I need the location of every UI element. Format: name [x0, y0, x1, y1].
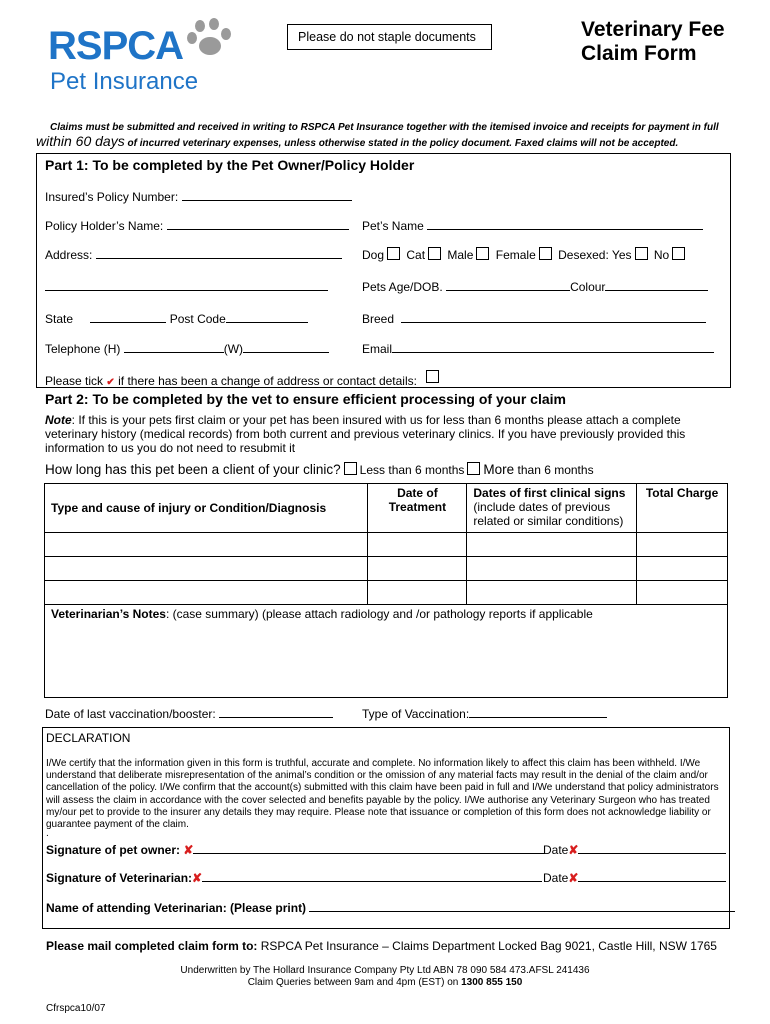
colour-label: Colour: [570, 280, 606, 294]
more-rest-label: than 6 months: [517, 463, 594, 477]
vet-name-row: [46, 900, 735, 915]
policy-number-label: Insured’s Policy Number:: [45, 190, 179, 204]
mail-label: Please mail completed claim form to:: [46, 939, 258, 953]
owner-date-label: Date: [543, 843, 569, 857]
vet-date-field[interactable]: [578, 870, 726, 882]
state-row: [45, 311, 308, 326]
male-label: Male: [447, 248, 474, 262]
telephone-home-field[interactable]: [124, 341, 224, 353]
table-cell[interactable]: [45, 533, 368, 557]
staple-notice-box: [287, 24, 492, 50]
address-line2: [45, 279, 328, 294]
owner-signature-label: Signature of pet owner:: [46, 843, 181, 857]
table-cell[interactable]: [467, 533, 637, 557]
table-cell[interactable]: [637, 557, 728, 581]
part2-note: [45, 413, 727, 455]
vaccination-type-row: [362, 706, 607, 721]
vet-notes-text: : (case summary) (please attach radiology and /or pathology reports if applicable: [165, 607, 593, 621]
breed-label: Breed: [362, 312, 395, 326]
table-row: [45, 581, 728, 605]
logo-subtitle: Pet Insurance: [50, 68, 199, 95]
email-row: [362, 341, 714, 356]
breed-field[interactable]: [401, 311, 706, 323]
telephone-label: Telephone (H): [45, 342, 121, 356]
desexed-yes-checkbox[interactable]: [635, 247, 648, 260]
telephone-row: [45, 341, 329, 356]
species-sex-row: [362, 247, 688, 262]
vet-date-row: [543, 870, 726, 885]
desexed-label: Desexed: Yes: [558, 248, 632, 262]
owner-signature-cross-icon: ✘: [183, 843, 194, 857]
paw-icon: [186, 18, 236, 64]
tick-icon: ✔: [106, 377, 115, 388]
pets-age-label: Pets Age/DOB.: [362, 280, 443, 294]
female-checkbox[interactable]: [539, 247, 552, 260]
vet-notes-label: Veterinarian’s Notes: [51, 607, 166, 621]
colour-field[interactable]: [605, 279, 708, 291]
table-cell[interactable]: [45, 557, 368, 581]
intro-within: within 60 days: [36, 133, 125, 149]
tick-label: Please tick: [45, 374, 104, 388]
form-title-line1: Veterinary Fee: [581, 18, 725, 41]
address-field-2[interactable]: [45, 279, 328, 291]
pets-age-field[interactable]: [446, 279, 570, 291]
post-code-field[interactable]: [226, 311, 308, 323]
queries-phone[interactable]: 1300 855 150: [461, 977, 523, 988]
owner-signature-field[interactable]: [193, 842, 545, 854]
table-row: [45, 533, 728, 557]
vet-signature-field[interactable]: [202, 870, 542, 882]
col-clinical-signs-header: Dates of first clinical signs (include dates of previous related or similar conditions): [467, 484, 637, 533]
part1-title: Part 1: To be completed by the Pet Owner/Policy Holder: [45, 157, 415, 173]
work-label: (W): [223, 342, 244, 356]
address-field[interactable]: [96, 247, 342, 259]
part2-title: Part 2: To be completed by the vet to ensure efficient processing of your claim: [45, 391, 566, 407]
breed-row: [362, 311, 706, 326]
vet-signature-cross-icon: ✘: [192, 871, 203, 885]
intro-rest: of incurred veterinary expenses, unless otherwise stated in the policy document. Faxed claims will not be accepted.: [124, 138, 679, 149]
desexed-no-checkbox[interactable]: [672, 247, 685, 260]
rspca-logo: [48, 22, 238, 98]
table-row: [45, 557, 728, 581]
owner-date-field[interactable]: [578, 842, 726, 854]
state-field[interactable]: [90, 311, 166, 323]
dog-label: Dog: [362, 248, 385, 262]
table-cell[interactable]: [637, 581, 728, 605]
no-label: No: [653, 248, 670, 262]
vaccination-type-label: Type of Vaccination:: [362, 707, 470, 721]
change-row: [45, 370, 442, 388]
treatment-table: [44, 483, 728, 698]
cat-label: Cat: [406, 248, 426, 262]
intro-line1: Claims must be submitted and received in writing to RSPCA Pet Insurance together with the itemised invoice and receipts for payment in full: [50, 122, 719, 133]
policy-number-field[interactable]: [182, 189, 352, 201]
table-header-row: [45, 484, 728, 533]
vaccination-date-label: Date of last vaccination/booster:: [45, 707, 216, 721]
staple-notice: Please do not staple documents: [298, 30, 476, 44]
vet-name-label: Name of attending Veterinarian: (Please print): [46, 901, 307, 915]
col-date-header: Date of Treatment: [368, 484, 467, 533]
mail-address: RSPCA Pet Insurance – Claims Department Locked Bag 9021, Castle Hill, NSW 1765: [260, 939, 717, 953]
declaration-body: I/We certify that the information given in this form is truthful, accurate and complete. No information likely to affect this claim has been withheld. I/We understand that deliberate misrepresentation of the animal’s condition or the omission of any material facts may result in the denial of the claim and/or cancellation of the policy. I/We confirm that the account(s) submitted with this claim have been paid in full and I/We understand that policy administrators will assess the claim in accordance with the cover selected and benefits payable by the policy. I/We authorise any Veterinary Surgeon who has treated my/our pet to provide to the insurer any details they may require. Please note that issuance or completion of this form does not acknowledge liability or guarantee payment of the claim.: [46, 758, 719, 831]
email-field[interactable]: [392, 341, 714, 353]
cat-checkbox[interactable]: [428, 247, 441, 260]
table-cell[interactable]: [45, 581, 368, 605]
less-6-checkbox[interactable]: [344, 462, 357, 475]
email-label: Email: [362, 342, 393, 356]
vaccination-type-field[interactable]: [469, 706, 607, 718]
intro-line2: [36, 133, 678, 149]
col-total-header: Total Charge: [637, 484, 728, 533]
post-code-label: Post Code: [169, 312, 226, 326]
state-label: State: [45, 312, 74, 326]
table-cell[interactable]: [368, 581, 467, 605]
pet-name-field[interactable]: [427, 218, 703, 230]
owner-signature-row: [46, 842, 545, 857]
note-label: Note: [45, 413, 72, 427]
table-cell[interactable]: [368, 533, 467, 557]
client-question-row: [45, 462, 594, 477]
mail-row: [46, 939, 717, 953]
col-diagnosis-header: Type and cause of injury or Condition/Diagnosis: [45, 484, 368, 533]
client-question: How long has this pet been a client of your clinic?: [45, 462, 341, 477]
vet-notes-row: [45, 605, 728, 698]
dog-checkbox[interactable]: [387, 247, 400, 260]
table-cell[interactable]: [368, 557, 467, 581]
female-label: Female: [495, 248, 536, 262]
queries-text: Claim Queries between 9am and 4pm (EST) on: [247, 977, 459, 988]
change-details-checkbox[interactable]: [426, 370, 439, 383]
table-cell[interactable]: [467, 581, 637, 605]
vet-name-field[interactable]: [309, 900, 735, 912]
pet-name-label: Pet’s Name: [362, 219, 424, 233]
table-cell[interactable]: [637, 533, 728, 557]
owner-date-row: [543, 842, 726, 857]
less-6-label: Less than 6 months: [359, 463, 465, 477]
underwriter-text: Underwritten by The Hollard Insurance Company Pty Ltd ABN 78 090 584 473.AFSL 241436: [180, 965, 590, 976]
address-label: Address:: [45, 248, 93, 262]
address-row: [45, 247, 342, 262]
policy-number-row: [45, 189, 352, 204]
holder-name-field[interactable]: [167, 218, 349, 230]
vet-signature-label: Signature of Veterinarian:: [46, 871, 193, 885]
queries-row: [0, 977, 770, 988]
owner-date-cross-icon: ✘: [568, 843, 579, 857]
vet-signature-row: [46, 870, 542, 885]
vaccination-date-field[interactable]: [219, 706, 333, 718]
more-6-checkbox[interactable]: [467, 462, 480, 475]
note-text: : If this is your pets first claim or your pet has been insured with us for less than 6 months please attach a complete veterinary history (medical records) from both current and previous veterinary clinics. If you have previously provided this information to us you do not need to resubmit it: [45, 413, 686, 455]
vet-date-label: Date: [543, 871, 569, 885]
vet-date-cross-icon: ✘: [568, 871, 579, 885]
declaration-dot: .: [46, 828, 49, 839]
table-cell[interactable]: [467, 557, 637, 581]
vaccination-date-row: [45, 706, 333, 721]
holder-name-label: Policy Holder’s Name:: [45, 219, 164, 233]
male-checkbox[interactable]: [476, 247, 489, 260]
logo-brand: RSPCA: [48, 24, 184, 68]
tick-after-label: if there has been a change of address or contact details:: [118, 374, 417, 388]
holder-name-row: [45, 218, 349, 233]
more-big-label: More: [483, 462, 515, 477]
age-colour-row: [362, 279, 708, 294]
form-code: Cfrspca10/07: [46, 1003, 106, 1014]
vet-notes-cell[interactable]: [45, 605, 728, 698]
pet-name-row: [362, 218, 703, 233]
declaration-heading: DECLARATION: [46, 731, 131, 745]
form-title: [581, 18, 725, 66]
form-title-line2: Claim Form: [581, 42, 697, 65]
telephone-work-field[interactable]: [243, 341, 329, 353]
